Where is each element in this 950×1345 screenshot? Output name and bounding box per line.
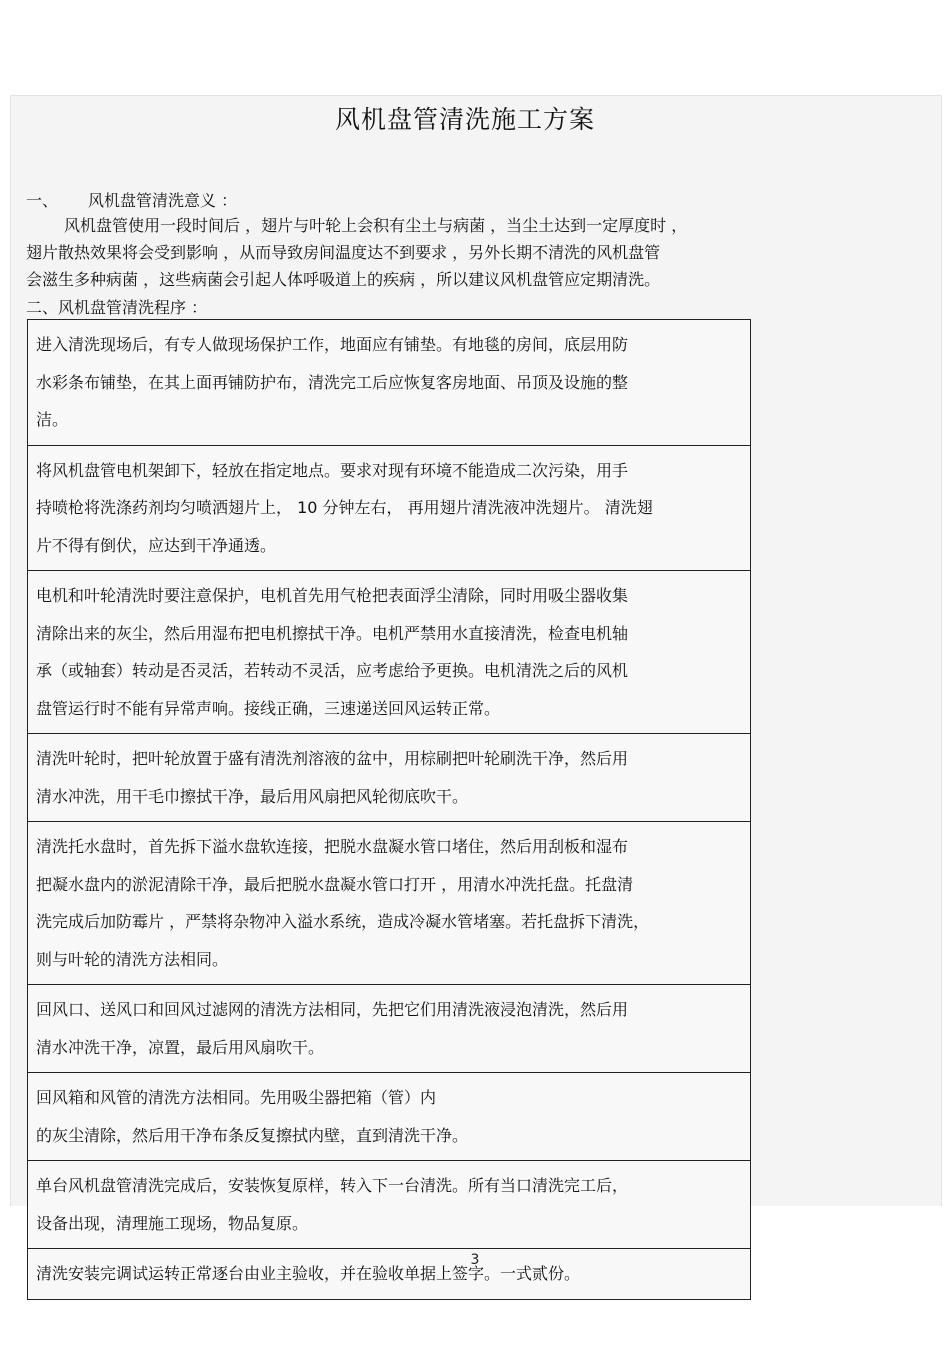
step-line: 持喷枪将洗涤药剂均匀喷洒翅片上， 10 分钟左右， 再用翅片清洗液冲洗翅片。 清洗翅	[36, 498, 653, 517]
procedure-table	[27, 319, 751, 1300]
step-line: 设备出现，清理施工现场，物品复原。	[36, 1213, 309, 1233]
step-line: 清洗叶轮时，把叶轮放置于盛有清洗剂溶液的盆中，用棕刷把叶轮刷洗干净，然后用	[36, 749, 629, 768]
procedure-step-4	[28, 733, 750, 821]
step-line: 单台风机盘管清洗完成后，安装恢复原样，转入下一台清洗。所有当口清洗完工后，	[36, 1176, 629, 1195]
step-line: 的灰尘清除，然后用干净布条反复擦拭内壁，直到清洗干净。	[36, 1125, 469, 1145]
paragraph-line: 风机盘管使用一段时间后 ，翅片与叶轮上会积有尘土与病菌 ，当尘土达到一定厚度时 ，	[64, 216, 688, 235]
step-line: 水彩条布铺垫，在其上面再铺防护布，清洗完工后应恢复客房地面、吊顶及设施的整	[36, 372, 629, 392]
step-line: 洁。	[36, 410, 69, 429]
paragraph-line: 翅片散热效果将会受到影响 ，从而导致房间温度达不到要求 ，另外长期不清洗的风机盘管	[26, 243, 661, 262]
paragraph-line: 会滋生多种病菌 ，这些病菌会引起人体呼吸道上的疾病 ，所以建议风机盘管应定期清洗。	[26, 270, 661, 289]
document-title: 风机盘管清洗施工方案	[334, 105, 595, 134]
step-line: 电机和叶轮清洗时要注意保护，电机首先用气枪把表面浮尘清除，同时用吸尘器收集	[36, 586, 629, 605]
procedure-step-2	[28, 445, 750, 571]
page-number: 3	[470, 1252, 480, 1268]
step-line: 承（或轴套）转动是否灵活，若转动不灵活，应考虑给予更换。电机清洗之后的风机	[36, 661, 629, 680]
step-line: 片不得有倒伏，应达到干净通透。	[36, 535, 277, 555]
step-line: 则与叶轮的清洗方法相同。	[36, 949, 229, 969]
step-line: 清洗安装完调试运转正常逐台由业主验收，并在验收单据上签字。一式贰份。	[36, 1264, 581, 1283]
procedure-step-5	[28, 821, 750, 984]
section-1-heading	[26, 188, 237, 211]
step-line: 清水冲洗，用干毛巾擦拭干净，最后用风扇把风轮彻底吹干。	[36, 786, 469, 806]
section-1-heading-text: 风机盘管清洗意义 ：	[88, 191, 238, 210]
procedure-step-6	[28, 984, 750, 1072]
step-line: 清洗托水盘时，首先拆下溢水盘软连接，把脱水盘凝水管口堵住，然后用刮板和湿布	[36, 837, 629, 856]
step-line: 进入清洗现场后，有专人做现场保护工作，地面应有铺垫。有地毯的房间，底层用防	[36, 335, 629, 354]
step-line: 清除出来的灰尘，然后用湿布把电机擦拭干净。电机严禁用水直接清洗，检查电机轴	[36, 623, 629, 643]
procedure-step-3	[28, 570, 750, 733]
step-line: 回风箱和风管的清洗方法相同。先用吸尘器把箱（管）内	[36, 1088, 437, 1107]
section-1-number: 一、	[26, 191, 59, 210]
step-line: 回风口、送风口和回风过滤网的清洗方法相同，先把它们用清洗液浸泡清洗，然后用	[36, 1000, 629, 1019]
step-line: 盘管运行时不能有异常声响。接线正确，三速递送回风运转正常。	[36, 698, 501, 718]
procedure-step-7	[28, 1072, 750, 1160]
procedure-step-8	[28, 1160, 750, 1248]
section-1-paragraph	[26, 212, 756, 293]
step-line: 洗完成后加防霉片 ，严禁将杂物冲入溢水系统，造成冷凝水管堵塞。若托盘拆下清洗，	[36, 912, 650, 931]
step-line: 清水冲洗干净，凉置，最后用风扇吹干。	[36, 1037, 325, 1057]
step-line: 将风机盘管电机架卸下，轻放在指定地点。要求对现有环境不能造成二次污染，用手	[36, 460, 629, 480]
step-line: 把凝水盘内的淤泥清除干净，最后把脱水盘凝水管口打开 ，用清水冲洗托盘。托盘清	[36, 874, 634, 894]
section-2-heading: 二、风机盘管清洗程序 ：	[26, 298, 208, 317]
procedure-step-1	[28, 320, 750, 445]
